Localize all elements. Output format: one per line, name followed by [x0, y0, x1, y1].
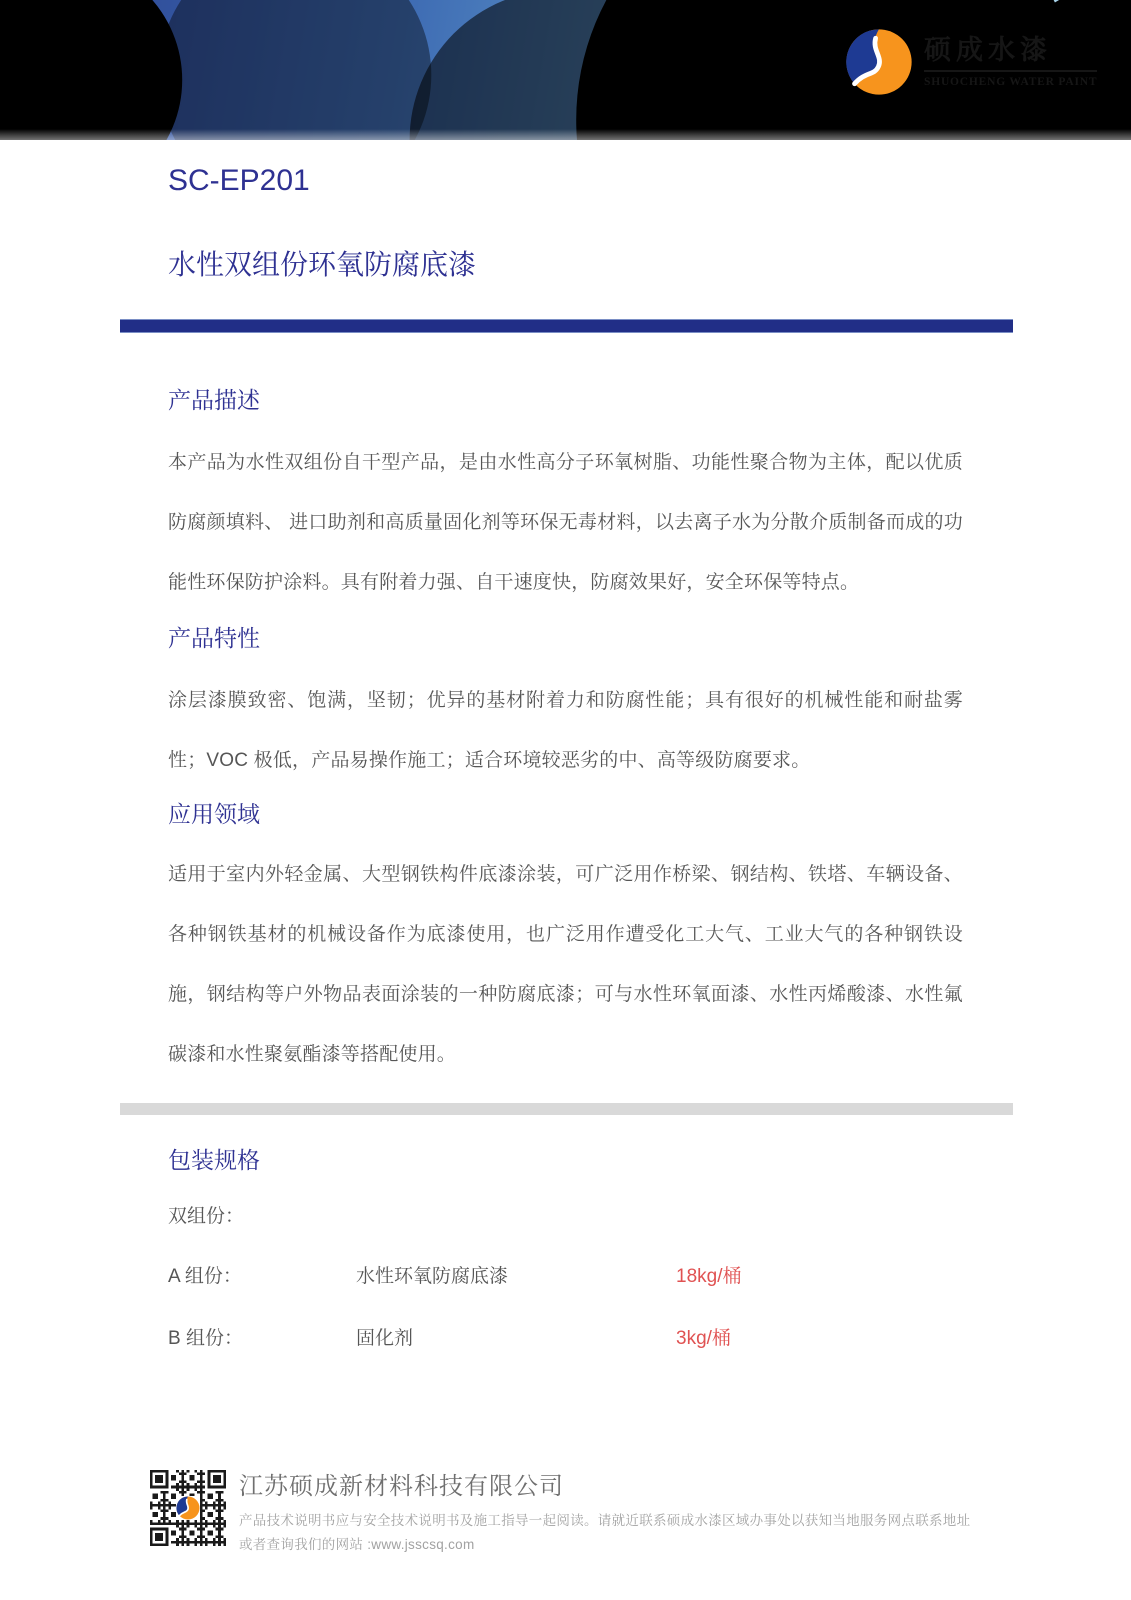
section-body-text: 本产品为水性双组份自干型产品，是由水性高分子环氧树脂、功能性聚合物为主体，配以优质防腐颜填料、 进口助剂和高质量固化剂等环保无毒材料，以去离子水为分散介质制备而成的功能性环保防护涂料。具有附着力强、自干速度快，防腐效果好，安全环保等特点。	[168, 452, 963, 593]
component-label: B 组份：	[168, 1328, 243, 1349]
component-product: 固化剂	[356, 1328, 414, 1349]
company-name: 江苏硕成新材料科技有限公司	[239, 1473, 564, 1500]
component-spec: 3kg/桶	[676, 1328, 731, 1349]
component-product: 水性环氧防腐底漆	[356, 1266, 509, 1287]
watermark-logo-icon	[150, 0, 440, 140]
component-spec: 18kg/桶	[676, 1266, 742, 1287]
section-title: 产品特性	[168, 625, 260, 651]
footer-note-line1: 产品技术说明书应与安全技术说明书及施工指导一起阅读。请就近联系硕成水漆区域办事处以获知当地服务网点联系地址	[239, 1513, 971, 1528]
section-packaging	[120, 1145, 1013, 1351]
divider-gray-bar	[120, 1103, 1013, 1115]
footer-notes	[239, 1509, 970, 1557]
section-title: 应用领域	[168, 801, 260, 827]
product-code-title: SC-EP201	[168, 164, 310, 197]
section-application-areas	[120, 799, 1013, 1085]
packaging-intro: 双组份：	[168, 1206, 245, 1227]
brand-lockup	[845, 28, 1097, 96]
section-product-features	[120, 623, 1013, 791]
packaging-row	[168, 1265, 963, 1289]
component-label: A 组份：	[168, 1266, 242, 1287]
section-title: 包装规格	[168, 1147, 260, 1173]
section-body-text: 涂层漆膜致密、饱满，坚韧；优异的基材附着力和防腐性能；具有很好的机械性能和耐盐雾性；VOC 极低，产品易操作施工；适合环境较恶劣的中、高等级防腐要求。	[168, 690, 963, 771]
section-product-description	[120, 385, 1013, 613]
section-body-text: 适用于室内外轻金属、大型钢铁构件底漆涂装，可广泛用作桥梁、钢结构、铁塔、车辆设备、各种钢铁基材的机械设备作为底漆使用，也广泛用作遭受化工大气、工业大气的各种钢铁设施，钢结构等户外物品表面涂装的一种防腐底漆；可与水性环氧面漆、水性丙烯酸漆、水性氟碳漆和水性聚氨酯漆等搭配使用。	[168, 864, 963, 1065]
page-footer	[150, 1470, 970, 1557]
section-title: 产品描述	[168, 387, 260, 413]
content-area	[120, 163, 1013, 1351]
qr-code	[150, 1470, 226, 1546]
brand-name-en: SHUOCHENG WATER PAINT	[924, 76, 1098, 89]
divider-navy-bar	[120, 319, 1013, 333]
footer-note-line2: 或者查询我们的网站 :www.jsscsq.com	[239, 1537, 475, 1552]
product-name-title: 水性双组份环氧防腐底漆	[168, 249, 477, 280]
brand-logo-icon	[845, 28, 913, 96]
packaging-row	[168, 1327, 963, 1351]
watermark-logo-icon	[0, 0, 190, 140]
header-banner	[0, 0, 1131, 140]
qr-center-logo-icon	[176, 1496, 200, 1520]
brand-name-cn: 硕成水漆	[924, 36, 1097, 73]
